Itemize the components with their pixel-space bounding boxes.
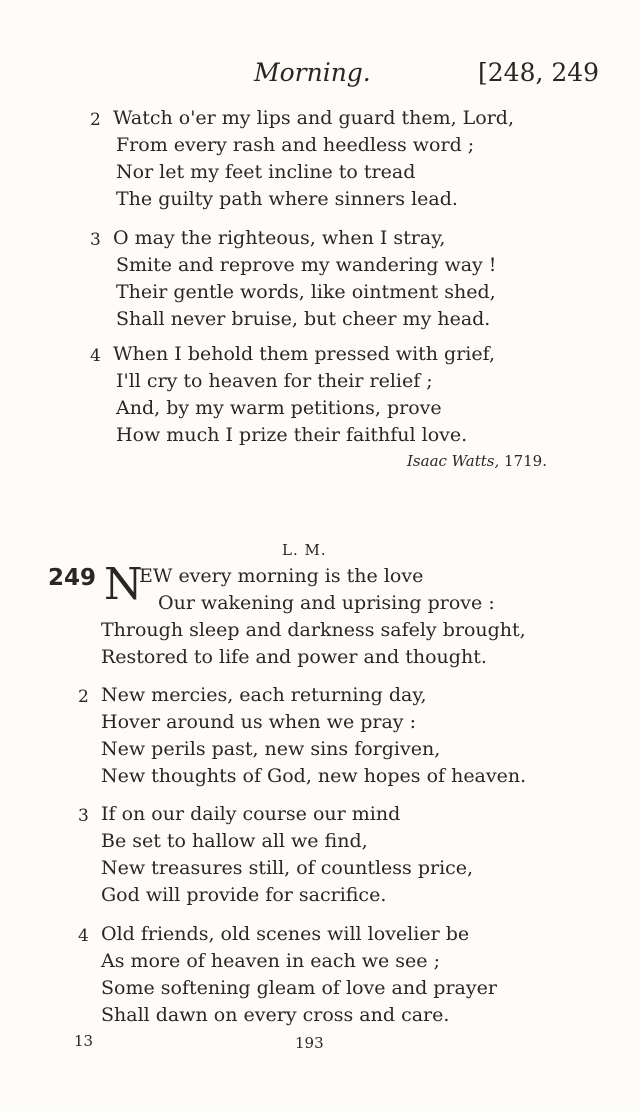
verse-line: Their gentle words, like ointment shed, [116, 281, 496, 303]
running-title: Morning. [254, 58, 371, 87]
verse-line: Shall dawn on every cross and care. [101, 1004, 450, 1026]
hymn-range: [248, 249 [478, 58, 600, 87]
attribution-year: 1719. [504, 452, 547, 470]
verse-line: How much I prize their faithful love. [116, 424, 468, 446]
hymn-number: 249 [48, 565, 97, 591]
verse-line: Watch o'er my lips and guard them, Lord, [113, 107, 515, 129]
stanza-number: 2 [78, 687, 89, 707]
stanza-number: 3 [90, 230, 101, 250]
stanza-number: 4 [90, 346, 101, 366]
verse-line: Smite and reprove my wandering way ! [116, 254, 497, 276]
verse-line: EW every morning is the love [139, 565, 424, 587]
page-number: 193 [295, 1034, 324, 1052]
verse-line: New thoughts of God, new hopes of heaven. [101, 765, 527, 787]
verse-line: Restored to life and power and thought. [101, 646, 487, 668]
verse-line: God will provide for sacrifice. [101, 884, 387, 906]
verse-line: New mercies, each returning day, [101, 684, 427, 706]
meter-label: L. M. [282, 541, 327, 559]
verse-line: Our wakening and uprising prove : [158, 592, 495, 614]
verse-line: Hover around us when we pray : [101, 711, 416, 733]
verse-line: I'll cry to heaven for their relief ; [116, 370, 433, 392]
verse-line: As more of heaven in each we see ; [101, 950, 440, 972]
drop-cap: N [104, 559, 143, 610]
signature-mark: 13 [74, 1032, 94, 1050]
verse-line: Shall never bruise, but cheer my head. [116, 308, 491, 330]
verse-line: New perils past, new sins forgiven, [101, 738, 441, 760]
verse-line: From every rash and heedless word ; [116, 134, 475, 156]
verse-line: The guilty path where sinners lead. [116, 188, 458, 210]
verse-line: And, by my warm petitions, prove [116, 397, 442, 419]
stanza-number: 2 [90, 110, 101, 130]
verse-line: Some softening gleam of love and prayer [101, 977, 497, 999]
verse-line: Nor let my feet incline to tread [116, 161, 416, 183]
verse-line: O may the righteous, when I stray, [113, 227, 446, 249]
verse-line: New treasures still, of countless price, [101, 857, 474, 879]
stanza-number: 4 [78, 926, 89, 946]
verse-line: Old friends, old scenes will lovelier be [101, 923, 470, 945]
verse-line: When I behold them pressed with grief, [113, 343, 496, 365]
author-name: Isaac Watts, [407, 452, 500, 470]
verse-line: Through sleep and darkness safely brought, [101, 619, 526, 641]
stanza-number: 3 [78, 806, 89, 826]
attribution [407, 452, 547, 470]
verse-line: If on our daily course our mind [101, 803, 401, 825]
verse-line: Be set to hallow all we find, [101, 830, 368, 852]
